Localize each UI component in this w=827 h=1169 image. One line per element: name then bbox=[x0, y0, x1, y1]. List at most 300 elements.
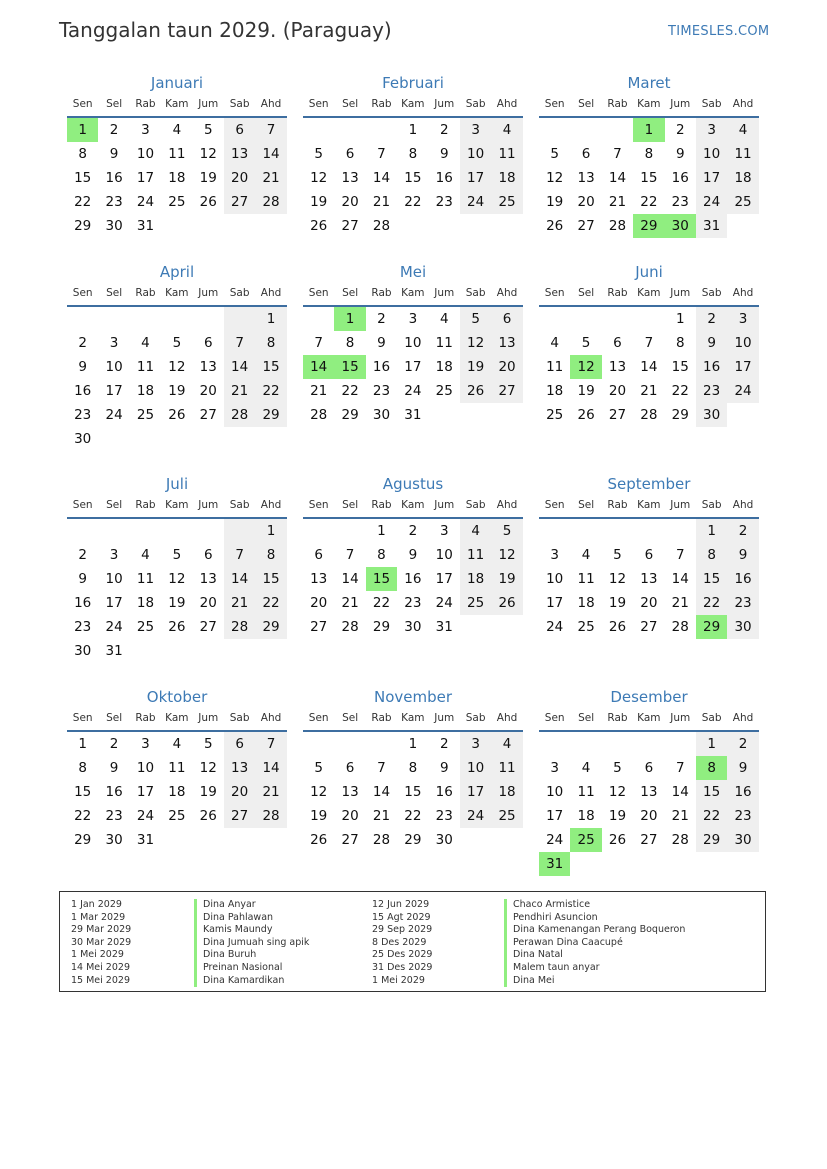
day-cell[interactable]: 19 bbox=[199, 170, 217, 186]
day-cell[interactable]: 4 bbox=[491, 118, 522, 142]
day-cell[interactable]: 29 bbox=[671, 407, 689, 423]
day-cell[interactable]: 16 bbox=[404, 571, 422, 587]
day-cell[interactable]: 6 bbox=[314, 547, 323, 563]
day-cell[interactable]: 11 bbox=[168, 146, 186, 162]
day-cell[interactable]: 24 bbox=[460, 190, 491, 214]
day-cell[interactable]: 10 bbox=[105, 359, 123, 375]
day-cell[interactable]: 18 bbox=[491, 780, 522, 804]
day-cell[interactable]: 26 bbox=[168, 619, 186, 635]
day-cell[interactable]: 28 bbox=[671, 619, 689, 635]
day-cell[interactable]: 26 bbox=[546, 218, 564, 234]
day-cell[interactable]: 24 bbox=[546, 832, 564, 848]
day-cell[interactable]: 4 bbox=[581, 760, 591, 776]
day-cell[interactable]: 9 bbox=[377, 335, 386, 351]
day-cell[interactable]: 4 bbox=[172, 736, 182, 752]
day-cell[interactable]: 9 bbox=[78, 359, 87, 375]
day-cell[interactable]: 30 bbox=[727, 828, 758, 852]
day-cell[interactable]: 24 bbox=[404, 383, 422, 399]
day-cell[interactable]: 26 bbox=[491, 591, 522, 615]
day-cell[interactable]: 23 bbox=[404, 595, 422, 611]
day-cell[interactable]: 7 bbox=[377, 146, 386, 162]
day-cell[interactable]: 17 bbox=[136, 170, 155, 186]
day-cell[interactable]: 29 bbox=[341, 407, 359, 423]
day-cell[interactable]: 22 bbox=[640, 194, 658, 210]
day-cell[interactable]: 16 bbox=[74, 595, 92, 611]
day-cell[interactable]: 2 bbox=[727, 519, 758, 543]
day-cell[interactable]: 10 bbox=[136, 146, 155, 162]
day-cell[interactable]: 23 bbox=[105, 808, 123, 824]
day-cell[interactable]: 20 bbox=[224, 780, 255, 804]
day-cell[interactable]: 29 bbox=[74, 218, 92, 234]
day-cell[interactable]: 12 bbox=[460, 331, 491, 355]
day-cell[interactable]: 21 bbox=[671, 808, 689, 824]
day-cell[interactable]: 22 bbox=[404, 808, 422, 824]
day-cell[interactable]: 9 bbox=[439, 760, 449, 776]
day-cell[interactable]: 15 bbox=[255, 567, 286, 591]
day-cell[interactable]: 28 bbox=[224, 403, 255, 427]
day-cell[interactable]: 21 bbox=[224, 591, 255, 615]
day-cell[interactable]: 28 bbox=[310, 407, 328, 423]
day-cell[interactable]: 23 bbox=[435, 194, 453, 210]
day-cell[interactable]: 7 bbox=[644, 335, 654, 351]
day-cell[interactable]: 26 bbox=[608, 619, 627, 635]
day-cell[interactable]: 3 bbox=[109, 335, 119, 351]
day-cell[interactable]: 5 bbox=[172, 335, 182, 351]
day-cell[interactable]: 2 bbox=[109, 736, 119, 752]
day-cell[interactable]: 27 bbox=[199, 407, 217, 423]
day-cell[interactable]: 21 bbox=[372, 808, 391, 824]
day-cell[interactable]: 18 bbox=[577, 595, 595, 611]
day-cell[interactable]: 24 bbox=[105, 407, 123, 423]
day-cell[interactable]: 17 bbox=[460, 780, 491, 804]
day-cell[interactable]: 22 bbox=[696, 591, 727, 615]
day-cell[interactable]: 29 bbox=[404, 832, 422, 848]
day-cell[interactable]: 24 bbox=[136, 808, 155, 824]
day-cell[interactable]: 21 bbox=[671, 595, 689, 611]
day-cell[interactable]: 23 bbox=[696, 379, 727, 403]
day-cell[interactable]: 14 bbox=[671, 571, 689, 587]
day-cell[interactable]: 10 bbox=[546, 571, 564, 587]
day-cell[interactable]: 18 bbox=[546, 383, 564, 399]
day-cell[interactable]: 2 bbox=[439, 736, 449, 752]
day-cell[interactable]: 28 bbox=[640, 407, 658, 423]
day-cell[interactable]: 20 bbox=[199, 595, 217, 611]
day-cell[interactable]: 5 bbox=[581, 335, 591, 351]
day-cell[interactable]: 17 bbox=[105, 383, 123, 399]
day-cell[interactable]: 1 bbox=[255, 307, 286, 331]
day-cell[interactable]: 1 bbox=[696, 732, 727, 756]
day-cell[interactable]: 15 bbox=[334, 355, 365, 379]
day-cell[interactable]: 7 bbox=[314, 335, 323, 351]
day-cell[interactable]: 2 bbox=[439, 122, 449, 138]
day-cell[interactable]: 4 bbox=[141, 335, 150, 351]
day-cell[interactable]: 22 bbox=[74, 808, 92, 824]
day-cell[interactable]: 29 bbox=[696, 615, 727, 639]
day-cell[interactable]: 6 bbox=[613, 335, 622, 351]
day-cell[interactable]: 18 bbox=[577, 808, 595, 824]
day-cell[interactable]: 22 bbox=[696, 804, 727, 828]
day-cell[interactable]: 14 bbox=[255, 756, 286, 780]
day-cell[interactable]: 4 bbox=[141, 547, 150, 563]
day-cell[interactable]: 12 bbox=[310, 170, 328, 186]
day-cell[interactable]: 15 bbox=[74, 784, 92, 800]
day-cell[interactable]: 17 bbox=[546, 595, 564, 611]
day-cell[interactable]: 2 bbox=[696, 307, 727, 331]
day-cell[interactable]: 25 bbox=[491, 190, 522, 214]
day-cell[interactable]: 15 bbox=[640, 170, 658, 186]
day-cell[interactable]: 9 bbox=[109, 146, 119, 162]
day-cell[interactable]: 21 bbox=[372, 194, 391, 210]
day-cell[interactable]: 19 bbox=[168, 595, 186, 611]
day-cell[interactable]: 16 bbox=[696, 355, 727, 379]
day-cell[interactable]: 17 bbox=[435, 571, 453, 587]
day-cell[interactable]: 28 bbox=[341, 619, 359, 635]
day-cell[interactable]: 2 bbox=[109, 122, 119, 138]
day-cell[interactable]: 2 bbox=[78, 547, 87, 563]
day-cell[interactable]: 20 bbox=[310, 595, 328, 611]
day-cell[interactable]: 11 bbox=[491, 756, 522, 780]
day-cell[interactable]: 13 bbox=[640, 784, 658, 800]
day-cell[interactable]: 23 bbox=[727, 804, 758, 828]
day-cell[interactable]: 12 bbox=[491, 543, 522, 567]
day-cell[interactable]: 14 bbox=[640, 359, 658, 375]
day-cell[interactable]: 1 bbox=[696, 519, 727, 543]
day-cell[interactable]: 12 bbox=[199, 146, 217, 162]
day-cell[interactable]: 3 bbox=[550, 760, 559, 776]
day-cell[interactable]: 14 bbox=[372, 784, 391, 800]
day-cell[interactable]: 27 bbox=[341, 218, 359, 234]
day-cell[interactable]: 21 bbox=[640, 383, 658, 399]
day-cell[interactable]: 12 bbox=[608, 571, 627, 587]
day-cell[interactable]: 13 bbox=[608, 359, 627, 375]
day-cell[interactable]: 13 bbox=[577, 170, 595, 186]
day-cell[interactable]: 21 bbox=[255, 166, 286, 190]
day-cell[interactable]: 6 bbox=[224, 118, 255, 142]
day-cell[interactable]: 17 bbox=[727, 355, 758, 379]
day-cell[interactable]: 18 bbox=[136, 595, 155, 611]
day-cell[interactable]: 26 bbox=[199, 808, 217, 824]
day-cell[interactable]: 18 bbox=[460, 567, 491, 591]
day-cell[interactable]: 24 bbox=[105, 619, 123, 635]
day-cell[interactable]: 17 bbox=[696, 166, 727, 190]
day-cell[interactable]: 27 bbox=[224, 804, 255, 828]
day-cell[interactable]: 5 bbox=[314, 760, 323, 776]
day-cell[interactable]: 3 bbox=[141, 736, 150, 752]
day-cell[interactable]: 5 bbox=[550, 146, 559, 162]
day-cell[interactable]: 5 bbox=[613, 547, 622, 563]
day-cell[interactable]: 22 bbox=[671, 383, 689, 399]
day-cell[interactable]: 20 bbox=[577, 194, 595, 210]
day-cell[interactable]: 11 bbox=[577, 571, 595, 587]
day-cell[interactable]: 4 bbox=[491, 732, 522, 756]
day-cell[interactable]: 3 bbox=[109, 547, 119, 563]
day-cell[interactable]: 19 bbox=[608, 595, 627, 611]
day-cell[interactable]: 25 bbox=[577, 619, 595, 635]
day-cell[interactable]: 12 bbox=[546, 170, 564, 186]
day-cell[interactable]: 16 bbox=[727, 567, 758, 591]
day-cell[interactable]: 6 bbox=[491, 307, 522, 331]
day-cell[interactable]: 4 bbox=[460, 519, 491, 543]
day-cell[interactable]: 9 bbox=[109, 760, 119, 776]
day-cell[interactable]: 23 bbox=[74, 619, 92, 635]
day-cell[interactable]: 12 bbox=[608, 784, 627, 800]
day-cell[interactable]: 24 bbox=[435, 595, 453, 611]
day-cell[interactable]: 13 bbox=[310, 571, 328, 587]
day-cell[interactable]: 24 bbox=[696, 190, 727, 214]
day-cell[interactable]: 20 bbox=[640, 595, 658, 611]
day-cell[interactable]: 11 bbox=[546, 359, 564, 375]
day-cell[interactable]: 26 bbox=[310, 832, 328, 848]
day-cell[interactable]: 21 bbox=[255, 780, 286, 804]
day-cell[interactable]: 9 bbox=[696, 331, 727, 355]
day-cell[interactable]: 7 bbox=[675, 547, 685, 563]
day-cell[interactable]: 20 bbox=[224, 166, 255, 190]
day-cell[interactable]: 22 bbox=[74, 194, 92, 210]
day-cell[interactable]: 7 bbox=[345, 547, 355, 563]
day-cell[interactable]: 25 bbox=[570, 828, 601, 852]
day-cell[interactable]: 7 bbox=[675, 760, 685, 776]
day-cell[interactable]: 6 bbox=[203, 547, 213, 563]
day-cell[interactable]: 21 bbox=[310, 383, 328, 399]
day-cell[interactable]: 20 bbox=[491, 355, 522, 379]
day-cell[interactable]: 4 bbox=[550, 335, 559, 351]
day-cell[interactable]: 13 bbox=[224, 142, 255, 166]
day-cell[interactable]: 30 bbox=[105, 832, 123, 848]
day-cell[interactable]: 13 bbox=[640, 571, 658, 587]
day-cell[interactable]: 29 bbox=[696, 828, 727, 852]
day-cell[interactable]: 7 bbox=[377, 760, 386, 776]
day-cell[interactable]: 23 bbox=[74, 407, 92, 423]
day-cell[interactable]: 20 bbox=[199, 383, 217, 399]
day-cell[interactable]: 31 bbox=[696, 214, 727, 238]
day-cell[interactable]: 16 bbox=[435, 170, 453, 186]
day-cell[interactable]: 8 bbox=[408, 760, 418, 776]
day-cell[interactable]: 5 bbox=[460, 307, 491, 331]
day-cell[interactable]: 30 bbox=[105, 218, 123, 234]
day-cell[interactable]: 1 bbox=[334, 307, 365, 331]
day-cell[interactable]: 8 bbox=[696, 543, 727, 567]
day-cell[interactable]: 14 bbox=[224, 567, 255, 591]
day-cell[interactable]: 16 bbox=[727, 780, 758, 804]
day-cell[interactable]: 27 bbox=[341, 832, 359, 848]
day-cell[interactable]: 7 bbox=[613, 146, 622, 162]
day-cell[interactable]: 27 bbox=[608, 407, 627, 423]
day-cell[interactable]: 6 bbox=[345, 760, 355, 776]
day-cell[interactable]: 12 bbox=[168, 571, 186, 587]
day-cell[interactable]: 3 bbox=[550, 547, 559, 563]
day-cell[interactable]: 16 bbox=[435, 784, 453, 800]
day-cell[interactable]: 1 bbox=[675, 311, 685, 327]
day-cell[interactable]: 2 bbox=[675, 122, 685, 138]
day-cell[interactable]: 28 bbox=[608, 218, 627, 234]
day-cell[interactable]: 18 bbox=[168, 170, 186, 186]
day-cell[interactable]: 10 bbox=[460, 142, 491, 166]
day-cell[interactable]: 4 bbox=[172, 122, 182, 138]
day-cell[interactable]: 19 bbox=[577, 383, 595, 399]
day-cell[interactable]: 26 bbox=[460, 379, 491, 403]
day-cell[interactable]: 29 bbox=[255, 615, 286, 639]
day-cell[interactable]: 12 bbox=[570, 355, 601, 379]
day-cell[interactable]: 3 bbox=[696, 118, 727, 142]
day-cell[interactable]: 1 bbox=[408, 122, 418, 138]
day-cell[interactable]: 11 bbox=[460, 543, 491, 567]
day-cell[interactable]: 9 bbox=[727, 756, 758, 780]
day-cell[interactable]: 27 bbox=[640, 832, 658, 848]
day-cell[interactable]: 3 bbox=[141, 122, 150, 138]
day-cell[interactable]: 27 bbox=[577, 218, 595, 234]
day-cell[interactable]: 17 bbox=[546, 808, 564, 824]
day-cell[interactable]: 5 bbox=[203, 736, 213, 752]
day-cell[interactable]: 13 bbox=[341, 170, 359, 186]
day-cell[interactable]: 17 bbox=[404, 359, 422, 375]
day-cell[interactable]: 27 bbox=[199, 619, 217, 635]
day-cell[interactable]: 15 bbox=[696, 567, 727, 591]
day-cell[interactable]: 25 bbox=[168, 194, 186, 210]
day-cell[interactable]: 13 bbox=[491, 331, 522, 355]
day-cell[interactable]: 22 bbox=[255, 379, 286, 403]
day-cell[interactable]: 24 bbox=[727, 379, 758, 403]
day-cell[interactable]: 21 bbox=[341, 595, 359, 611]
day-cell[interactable]: 19 bbox=[168, 383, 186, 399]
day-cell[interactable]: 11 bbox=[136, 359, 155, 375]
day-cell[interactable]: 26 bbox=[608, 832, 627, 848]
day-cell[interactable]: 14 bbox=[671, 784, 689, 800]
day-cell[interactable]: 12 bbox=[168, 359, 186, 375]
day-cell[interactable]: 8 bbox=[377, 547, 386, 563]
day-cell[interactable]: 14 bbox=[341, 571, 359, 587]
day-cell[interactable]: 11 bbox=[727, 142, 758, 166]
day-cell[interactable]: 28 bbox=[671, 832, 689, 848]
day-cell[interactable]: 25 bbox=[546, 407, 564, 423]
day-cell[interactable]: 7 bbox=[224, 543, 255, 567]
day-cell[interactable]: 10 bbox=[696, 142, 727, 166]
day-cell[interactable]: 9 bbox=[439, 146, 449, 162]
day-cell[interactable]: 30 bbox=[727, 615, 758, 639]
day-cell[interactable]: 8 bbox=[78, 760, 87, 776]
day-cell[interactable]: 10 bbox=[404, 335, 422, 351]
day-cell[interactable]: 8 bbox=[78, 146, 87, 162]
day-cell[interactable]: 16 bbox=[74, 383, 92, 399]
day-cell[interactable]: 26 bbox=[577, 407, 595, 423]
day-cell[interactable]: 14 bbox=[255, 142, 286, 166]
day-cell[interactable]: 27 bbox=[310, 619, 328, 635]
day-cell[interactable]: 5 bbox=[613, 760, 622, 776]
day-cell[interactable]: 16 bbox=[671, 170, 689, 186]
day-cell[interactable]: 25 bbox=[460, 591, 491, 615]
day-cell[interactable]: 19 bbox=[491, 567, 522, 591]
day-cell[interactable]: 16 bbox=[372, 359, 391, 375]
day-cell[interactable]: 25 bbox=[136, 619, 155, 635]
day-cell[interactable]: 12 bbox=[310, 784, 328, 800]
day-cell[interactable]: 1 bbox=[67, 118, 98, 142]
day-cell[interactable]: 27 bbox=[640, 619, 658, 635]
day-cell[interactable]: 24 bbox=[460, 804, 491, 828]
day-cell[interactable]: 22 bbox=[341, 383, 359, 399]
day-cell[interactable]: 3 bbox=[439, 523, 449, 539]
day-cell[interactable]: 9 bbox=[675, 146, 685, 162]
day-cell[interactable]: 21 bbox=[224, 379, 255, 403]
day-cell[interactable]: 22 bbox=[404, 194, 422, 210]
day-cell[interactable]: 19 bbox=[199, 784, 217, 800]
day-cell[interactable]: 8 bbox=[696, 756, 727, 780]
day-cell[interactable]: 25 bbox=[168, 808, 186, 824]
day-cell[interactable]: 29 bbox=[633, 214, 664, 238]
day-cell[interactable]: 6 bbox=[203, 335, 213, 351]
day-cell[interactable]: 25 bbox=[727, 190, 758, 214]
day-cell[interactable]: 15 bbox=[404, 784, 422, 800]
day-cell[interactable]: 26 bbox=[168, 407, 186, 423]
day-cell[interactable]: 29 bbox=[372, 619, 391, 635]
day-cell[interactable]: 15 bbox=[696, 780, 727, 804]
day-cell[interactable]: 14 bbox=[224, 355, 255, 379]
day-cell[interactable]: 1 bbox=[377, 523, 386, 539]
day-cell[interactable]: 11 bbox=[435, 335, 453, 351]
day-cell[interactable]: 23 bbox=[105, 194, 123, 210]
day-cell[interactable]: 31 bbox=[404, 407, 422, 423]
day-cell[interactable]: 15 bbox=[671, 359, 689, 375]
day-cell[interactable]: 23 bbox=[671, 194, 689, 210]
day-cell[interactable]: 2 bbox=[408, 523, 418, 539]
day-cell[interactable]: 19 bbox=[608, 808, 627, 824]
day-cell[interactable]: 11 bbox=[491, 142, 522, 166]
day-cell[interactable]: 1 bbox=[78, 736, 87, 752]
day-cell[interactable]: 6 bbox=[345, 146, 355, 162]
day-cell[interactable]: 31 bbox=[136, 218, 155, 234]
day-cell[interactable]: 25 bbox=[136, 407, 155, 423]
day-cell[interactable]: 1 bbox=[408, 736, 418, 752]
day-cell[interactable]: 31 bbox=[105, 643, 123, 659]
day-cell[interactable]: 28 bbox=[372, 218, 391, 234]
day-cell[interactable]: 18 bbox=[491, 166, 522, 190]
day-cell[interactable]: 17 bbox=[105, 595, 123, 611]
day-cell[interactable]: 25 bbox=[435, 383, 453, 399]
day-cell[interactable]: 15 bbox=[74, 170, 92, 186]
day-cell[interactable]: 21 bbox=[608, 194, 627, 210]
day-cell[interactable]: 6 bbox=[581, 146, 591, 162]
day-cell[interactable]: 20 bbox=[341, 194, 359, 210]
day-cell[interactable]: 11 bbox=[168, 760, 186, 776]
day-cell[interactable]: 10 bbox=[460, 756, 491, 780]
day-cell[interactable]: 14 bbox=[372, 170, 391, 186]
day-cell[interactable]: 23 bbox=[727, 591, 758, 615]
day-cell[interactable]: 23 bbox=[372, 383, 391, 399]
day-cell[interactable]: 30 bbox=[74, 643, 92, 659]
day-cell[interactable]: 18 bbox=[727, 166, 758, 190]
day-cell[interactable]: 5 bbox=[203, 122, 213, 138]
day-cell[interactable]: 19 bbox=[310, 808, 328, 824]
day-cell[interactable]: 6 bbox=[644, 760, 654, 776]
day-cell[interactable]: 1 bbox=[255, 519, 286, 543]
day-cell[interactable]: 18 bbox=[435, 359, 453, 375]
day-cell[interactable]: 7 bbox=[224, 331, 255, 355]
day-cell[interactable]: 13 bbox=[224, 756, 255, 780]
day-cell[interactable]: 18 bbox=[168, 784, 186, 800]
day-cell[interactable]: 26 bbox=[310, 218, 328, 234]
day-cell[interactable]: 15 bbox=[404, 170, 422, 186]
day-cell[interactable]: 7 bbox=[255, 732, 286, 756]
day-cell[interactable]: 3 bbox=[460, 732, 491, 756]
day-cell[interactable]: 1 bbox=[633, 118, 664, 142]
day-cell[interactable]: 31 bbox=[435, 619, 453, 635]
day-cell[interactable]: 30 bbox=[372, 407, 391, 423]
day-cell[interactable]: 30 bbox=[74, 431, 92, 447]
day-cell[interactable]: 16 bbox=[105, 170, 123, 186]
day-cell[interactable]: 16 bbox=[105, 784, 123, 800]
day-cell[interactable]: 10 bbox=[105, 571, 123, 587]
day-cell[interactable]: 5 bbox=[491, 519, 522, 543]
day-cell[interactable]: 11 bbox=[136, 571, 155, 587]
day-cell[interactable]: 2 bbox=[78, 335, 87, 351]
